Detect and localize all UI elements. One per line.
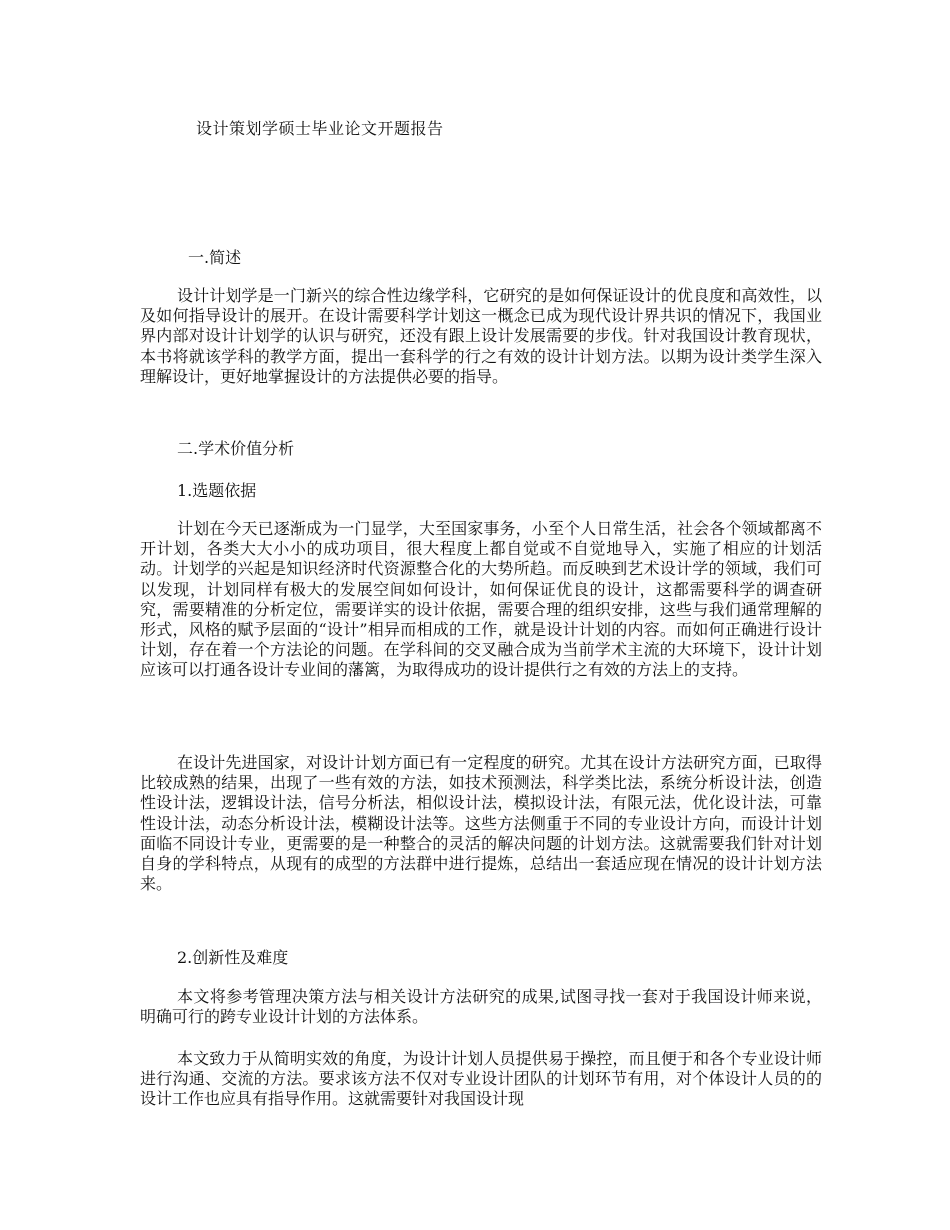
document-title: 设计策划学硕士毕业论文开题报告 xyxy=(196,119,444,138)
section-heading-academic-value: 二.学术价值分析 xyxy=(177,439,295,458)
paragraph-innovation-1: 本文将参考管理决策方法与相关设计方法研究的成果,试图寻找一套对于我国设计师来说，明确可行的跨专业设计计划的方法体系。 xyxy=(140,987,822,1027)
paragraph-innovation-2: 本文致力于从简明实效的角度，为设计计划人员提供易于操控，而且便于和各个专业设计师进行沟通、交流的方法。要求该方法不仅对专业设计团队的计划环节有用，对个体设计人员的的设计工作也应具有指导作用。这就需要针对我国设计现 xyxy=(140,1049,822,1109)
paragraph-topic-basis-1: 计划在今天已逐渐成为一门显学，大至国家事务，小至个人日常生活，社会各个领域都离不开计划，各类大大小小的成功项目，很大程度上都自觉或不自觉地导入，实施了相应的计划活动。计划学的兴起是知识经济时代资源整合化的大势所趋。而反映到艺术设计学的领域，我们可以发现，计划同样有极大的发展空间如何设计，如何保证优良的设计，这都需要科学的调查研究，需要精准的分析定位，需要详实的设计依据，需要合理的组织安排，这些与我们通常理解的形式，风格的赋予层面的“设计”相异而相成的工作，就是设计计划的内容。而如何正确进行设计计划，存在着一个方法论的问题。在学科间的交叉融合成为当前学术主流的大环境下，设计计划应该可以打通各设计专业间的藩篱，为取得成功的设计提供行之有效的方法上的支持。 xyxy=(140,519,822,680)
subsection-heading-innovation: 2.创新性及难度 xyxy=(177,948,289,967)
section-heading-overview: 一.简述 xyxy=(188,248,242,267)
paragraph-overview: 设计计划学是一门新兴的综合性边缘学科，它研究的是如何保证设计的优良度和高效性，以及如何指导设计的展开。在设计需要科学计划这一概念已成为现代设计界共识的情况下，我国业界内部对设计计划学的认识与研究，还没有跟上设计发展需要的步伐。针对我国设计教育现状，本书将就该学科的教学方面，提出一套科学的行之有效的设计计划方法。以期为设计类学生深入理解设计，更好地掌握设计的方法提供必要的指导。 xyxy=(140,286,822,386)
subsection-heading-topic-basis: 1.选题依据 xyxy=(177,481,257,500)
paragraph-topic-basis-2: 在设计先进国家，对设计计划方面已有一定程度的研究。尤其在设计方法研究方面，已取得比较成熟的结果，出现了一些有效的方法，如技术预测法，科学类比法，系统分析设计法，创造性设计法，逻辑设计法，信号分析法，相似设计法，模拟设计法，有限元法，优化设计法，可靠性设计法，动态分析设计法，模糊设计法等。这些方法侧重于不同的专业设计方向，而设计计划面临不同设计专业，更需要的是一种整合的灵活的解决问题的计划方法。这就需要我们针对计划自身的学科特点，从现有的成型的方法群中进行提炼，总结出一套适应现在情况的设计计划方法来。 xyxy=(140,753,822,894)
